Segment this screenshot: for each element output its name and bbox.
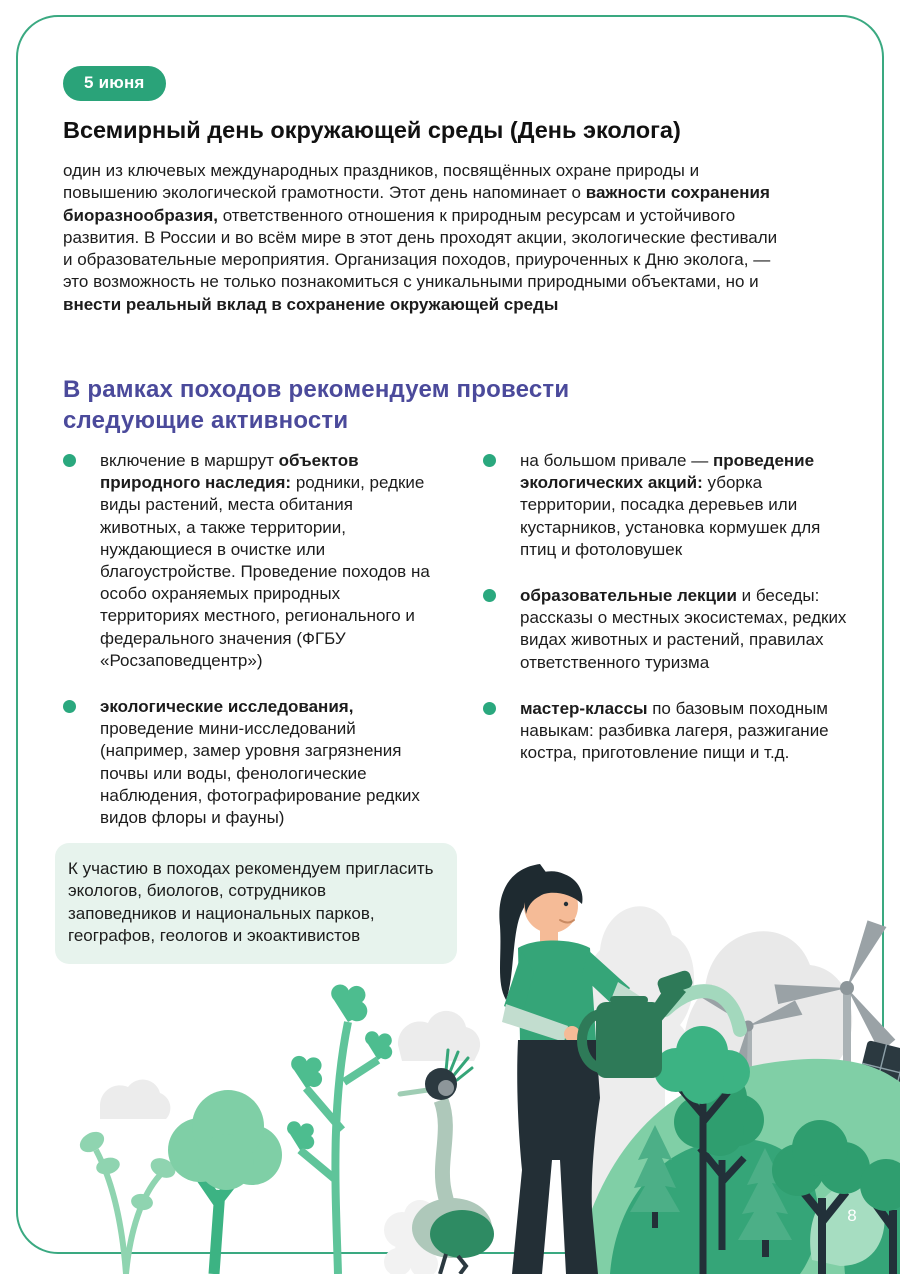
bullet-column-left bbox=[63, 450, 435, 853]
bullet-text: включение в маршрут объектов природного наследия: родники, редкие виды растений, места обитания животных, а также территории, нуждающиеся в очистке или благоустройстве. Проведение походов на особо охраняемых природных территориях местного, регионального и федерального значения (ФГБУ «Росзаповедцентр») bbox=[100, 451, 430, 670]
bullet-text: на большом привале — проведение экологических акций: уборка территории, посадка деревьев или кустарников, установка кормушек для птиц и фотоловушек bbox=[520, 451, 821, 559]
section-heading: В рамках походов рекомендуем провести следующие активности bbox=[63, 376, 570, 434]
page-number: 8 bbox=[847, 1206, 857, 1225]
bullet-dot-icon bbox=[483, 702, 496, 715]
page-title: Всемирный день окружающей среды (День эколога) bbox=[63, 117, 681, 143]
bullet-dot-icon bbox=[63, 454, 76, 467]
sapling-icon bbox=[287, 984, 392, 1274]
list-item bbox=[483, 698, 851, 765]
bullet-text: образовательные лекции и беседы: рассказы о местных экосистемах, редких видах животных и растений, правилах ответственного туризма bbox=[520, 586, 847, 672]
list-item bbox=[483, 585, 851, 674]
bullet-dot-icon bbox=[63, 700, 76, 713]
list-item bbox=[483, 450, 851, 561]
list-item bbox=[63, 696, 435, 829]
date-badge: 5 июня bbox=[63, 66, 166, 101]
list-item bbox=[63, 450, 435, 672]
left-plants-illustration bbox=[76, 984, 392, 1274]
eco-illustration bbox=[0, 830, 900, 1274]
crane-bird-illustration bbox=[384, 1050, 494, 1274]
bullet-dot-icon bbox=[483, 454, 496, 467]
intro-paragraph: один из ключевых международных праздников, посвящённых охране природы и повышению экологической грамотности. Этот день напоминает о важности сохранения биоразнообразия, ответственного отношения к природным ресурсам и устойчивого развития. В России и во всём мире в этот день проходят акции, экологические фестивали и образовательные мероприятия. Организация походов, приуроченных к Дню эколога, — это возможность не только познакомиться с уникальными природными объектами, но и внести реальный вклад в сохранение окружающей среды bbox=[63, 161, 778, 314]
bullet-dot-icon bbox=[483, 589, 496, 602]
bullet-column-right bbox=[483, 450, 851, 788]
bullet-text: экологические исследования, проведение мини-исследований (например, замер уровня загрязнения почвы или воды, фенологические наблюдения, фотографирование редких видов флоры и фауны) bbox=[100, 697, 420, 828]
callout-text: К участию в походах рекомендуем пригласить экологов, биологов, сотрудников заповедников и национальных парков, географов, геологов и экоактивистов bbox=[68, 859, 434, 945]
round-tree-icon bbox=[168, 1090, 282, 1274]
bullet-text: мастер-классы по базовым походным навыкам: разбивка лагеря, разжигание костра, приготовление пищи и т.д. bbox=[520, 698, 829, 763]
